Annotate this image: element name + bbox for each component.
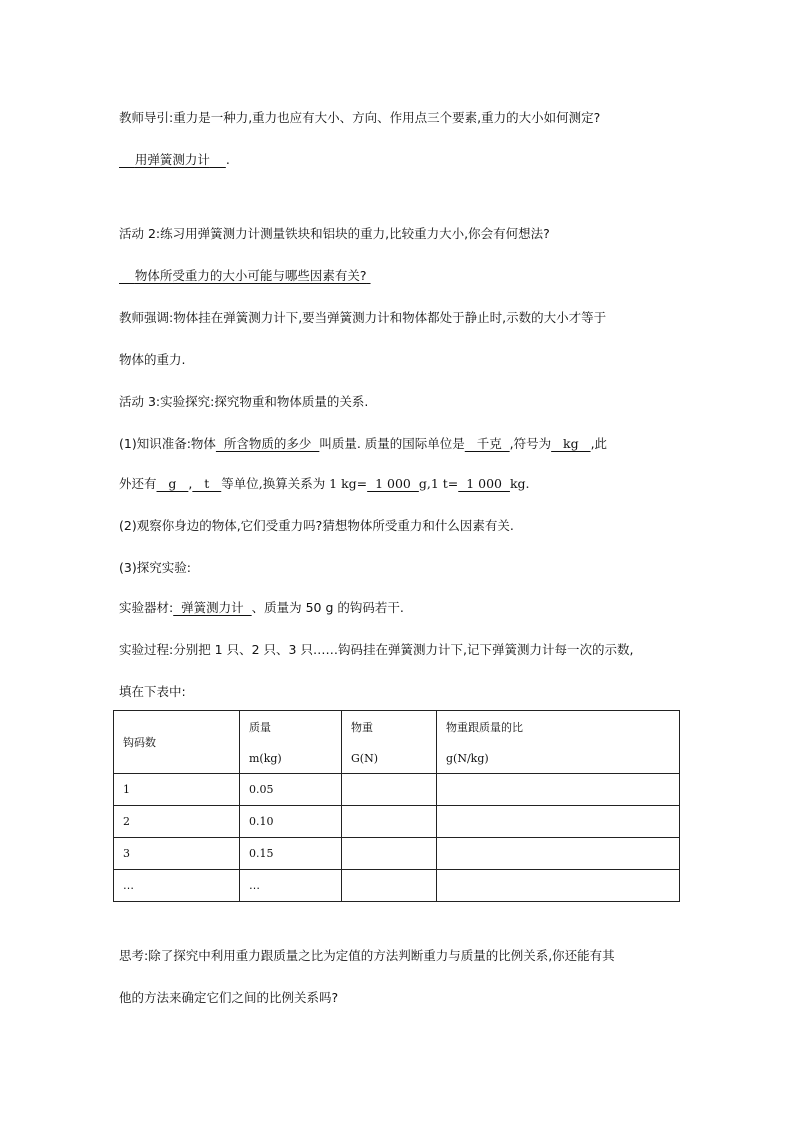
cell-count: …: [114, 870, 240, 902]
cell-count: 3: [114, 838, 240, 870]
activity-2-paragraph: 活动 2:练习用弹簧测力计测量铁块和铝块的重力,比较重力大小,你会有何想法?: [119, 226, 550, 241]
header-hook-count: 钩码数: [114, 711, 240, 774]
procedure-line-2: 填在下表中:: [119, 684, 186, 699]
experiment-heading: (3)探究实验:: [119, 560, 191, 575]
answer-line-1: 用弹簧测力计 .: [119, 152, 230, 168]
cell-count: 2: [114, 806, 240, 838]
teacher-emphasis-line-1: 教师强调:物体挂在弹簧测力计下,要当弹簧测力计和物体都处于静止时,示数的大小才等于: [119, 310, 607, 325]
cell-count: 1: [114, 774, 240, 806]
procedure-line-1: 实验过程:分别把 1 只、2 只、3 只……钩码挂在弹簧测力计下,记下弹簧测力计每一次的示数,: [119, 642, 634, 657]
cell-mass: 0.10: [240, 806, 342, 838]
cell-mass: 0.05: [240, 774, 342, 806]
blank-unit-symbol: kg: [551, 436, 591, 451]
blank-unit-g: g: [156, 476, 189, 491]
blank-si-unit: 千克: [464, 436, 510, 451]
cell-mass: …: [240, 870, 342, 902]
blank-t-to-kg: 1 000: [458, 476, 510, 491]
answer-blank: 物体所受重力的大小可能与哪些因素有关?: [134, 268, 367, 283]
blank-equipment: 弹簧测力计: [173, 600, 252, 615]
observe-paragraph: (2)观察你身边的物体,它们受重力吗?猜想物体所受重力和什么因素有关.: [119, 518, 514, 533]
cell-weight: [342, 838, 437, 870]
cell-ratio: [437, 774, 680, 806]
header-ratio: 物重跟质量的比 g(N/kg): [437, 711, 680, 774]
cell-weight: [342, 774, 437, 806]
header-mass: 质量 m(kg): [240, 711, 342, 774]
table-header-row: [114, 711, 680, 774]
table-row: [114, 870, 680, 902]
data-table: [113, 710, 680, 902]
knowledge-prep-line-2: 外还有 g , t 等单位,换算关系为 1 kg= 1 000 g,1 t= 1 000 kg.: [119, 476, 530, 491]
blank-kg-to-g: 1 000: [367, 476, 419, 491]
teacher-emphasis-line-2: 物体的重力.: [119, 352, 186, 367]
reflection-line-2: 他的方法来确定它们之间的比例关系吗?: [119, 990, 339, 1005]
cell-ratio: [437, 806, 680, 838]
knowledge-prep-line-1: (1)知识准备:物体 所含物质的多少 叫质量. 质量的国际单位是 千克 ,符号为 kg ,此: [119, 436, 608, 451]
cell-ratio: [437, 838, 680, 870]
table-row: [114, 838, 680, 870]
answer-line-2: [119, 268, 371, 284]
activity-3-paragraph: 活动 3:实验探究:探究物重和物体质量的关系.: [119, 394, 369, 409]
teacher-guide-paragraph: 教师导引:重力是一种力,重力也应有大小、方向、作用点三个要素,重力的大小如何测定?: [119, 110, 601, 125]
blank-mass-definition: 所含物质的多少: [215, 436, 320, 451]
cell-ratio: [437, 870, 680, 902]
blank-unit-t: t: [192, 476, 222, 491]
equipment-line: 实验器材: 弹簧测力计 、质量为 50 g 的钩码若干.: [119, 600, 404, 615]
table-row: [114, 774, 680, 806]
cell-mass: 0.15: [240, 838, 342, 870]
reflection-line-1: 思考:除了探究中利用重力跟质量之比为定值的方法判断重力与质量的比例关系,你还能有其: [119, 948, 615, 963]
answer-blank: 用弹簧测力计: [134, 152, 210, 167]
header-weight: 物重 G(N): [342, 711, 437, 774]
cell-weight: [342, 870, 437, 902]
cell-weight: [342, 806, 437, 838]
table-row: [114, 806, 680, 838]
